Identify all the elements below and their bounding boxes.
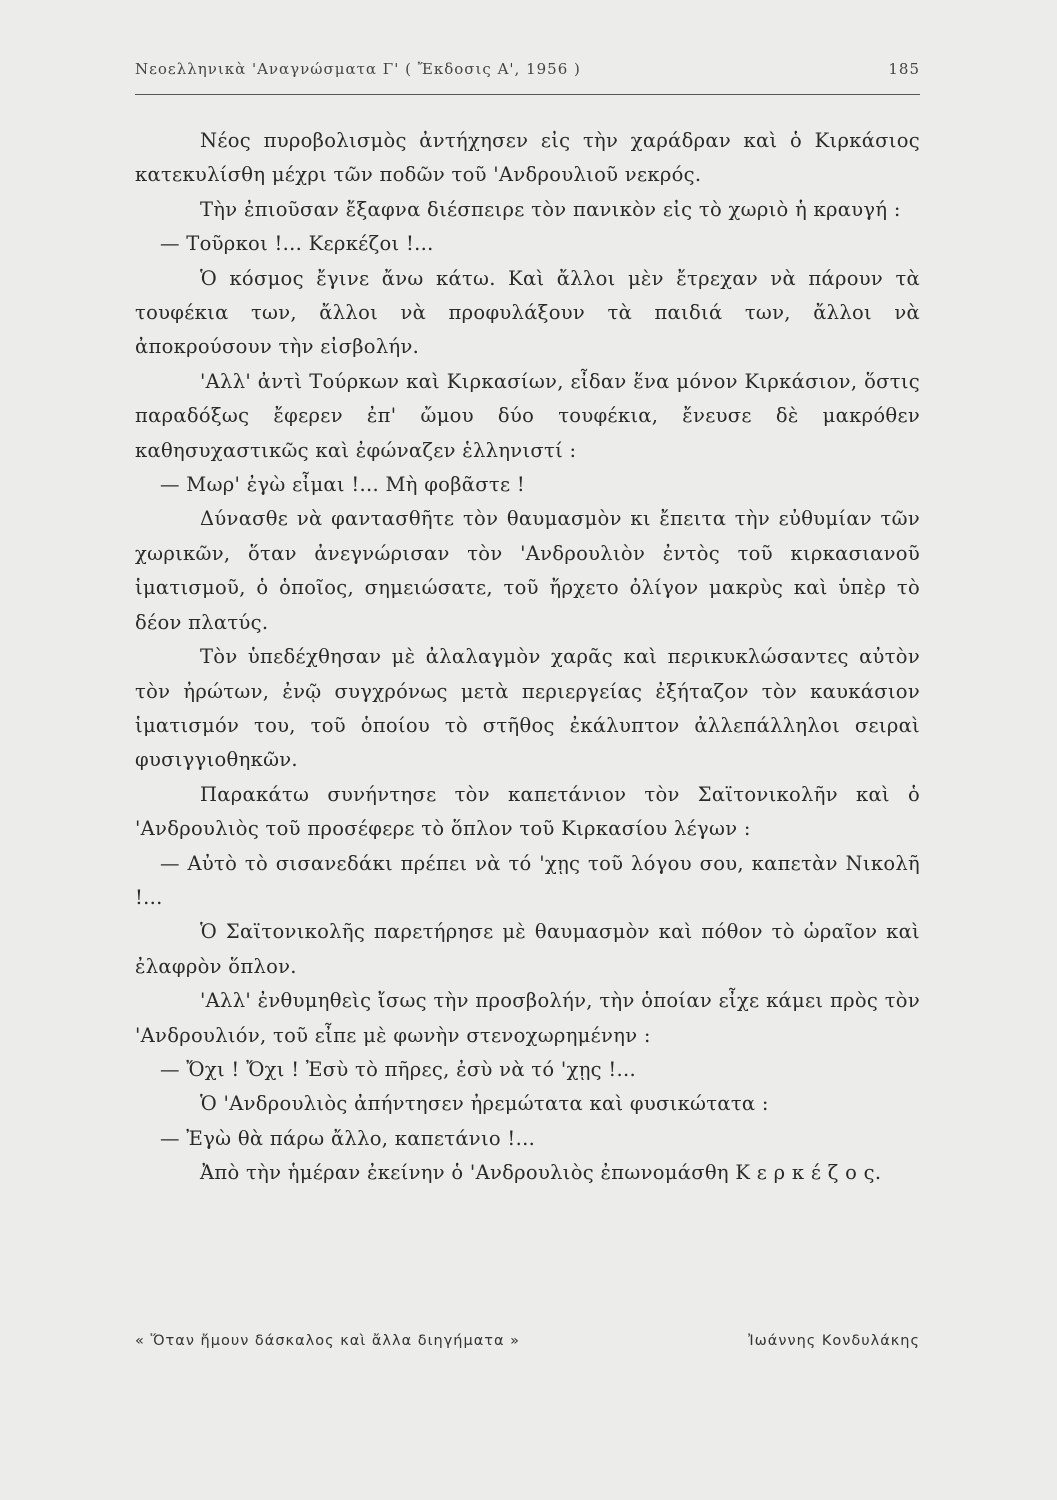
paragraph: 'Αλλ' ἀντὶ Τούρκων καὶ Κιρκασίων, εἶδαν ἕνα μόνον Κιρκάσιον, ὅστις παραδόξως ἔφερεν ἐπ' ὤμου δύο τουφέκια, ἔνευσε δὲ μακρόθεν καθησυχαστικῶς καὶ ἐφώναζεν ἑλληνιστί : (135, 369, 920, 462)
paragraph: 'Αλλ' ἐνθυμηθεὶς ἴσως τὴν προσβολήν, τὴν ὁποίαν εἶχε κάμει πρὸς τὸν 'Ανδρουλιόν, τοῦ εἶπε μὲ φωνὴν στενοχωρημένην : (135, 989, 920, 1047)
paragraph: Τὴν ἐπιοῦσαν ἔξαφνα διέσπειρε τὸν πανικὸν εἰς τὸ χωριὸ ἡ κραυγή : (200, 197, 901, 221)
dialogue-line: — Μωρ' ἐγὼ εἶμαι !... Μὴ φοβᾶστε ! (160, 473, 525, 497)
source-title: « Ὅταν ἤμουν δάσκαλος καὶ ἄλλα διηγήματα » (135, 1333, 521, 1349)
dialogue-line: — Ἐγὼ θὰ πάρω ἄλλο, καπετάνιο !... (160, 1126, 536, 1150)
dialogue-line: — Αὐτὸ τὸ σισανεδάκι πρέπει νὰ τό 'χῃς τοῦ λόγου σου, καπετὰν Νικολῆ !... (135, 851, 920, 909)
paragraph: Ἀπὸ τὴν ἡμέραν ἐκείνην ὁ 'Ανδρουλιὸς ἐπωνομάσθη Κ ε ρ κ έ ζ ο ς. (200, 1161, 882, 1185)
body-text (135, 124, 920, 1191)
paragraph: Ὁ 'Ανδρουλιὸς ἀπήντησεν ἠρεμώτατα καὶ φυσικώτατα : (200, 1092, 769, 1116)
header-rule (135, 94, 920, 95)
paragraph: Ὁ κόσμος ἔγινε ἄνω κάτω. Καὶ ἄλλοι μὲν ἔτρεχαν νὰ πάρουν τὰ τουφέκια των, ἄλλοι νὰ προφυλάξουν τὰ παιδιά των, ἄλλοι νὰ ἀποκρούσουν τὴν εἰσβολήν. (135, 266, 920, 359)
page-number: 185 (888, 60, 920, 78)
paragraph: Ὁ Σαϊτονικολῆς παρετήρησε μὲ θαυμασμὸν καὶ πόθον τὸ ὡραῖον καὶ ἐλαφρὸν ὅπλον. (135, 920, 920, 978)
dialogue-line: — Τοῦρκοι !... Κερκέζοι !... (160, 232, 434, 256)
running-title: Νεοελληνικὰ 'Αναγνώσματα Γ' ( Ἔκδοσις Α', 1956 ) (135, 60, 581, 78)
dialogue-line: — Ὄχι ! Ὄχι ! Ἐσὺ τὸ πῆρες, ἐσὺ νὰ τό 'χῃς !... (160, 1057, 637, 1081)
author-name: Ἰωάννης Κονδυλάκης (748, 1333, 920, 1349)
running-header (135, 60, 920, 78)
paragraph: Δύνασθε νὰ φαντασθῆτε τὸν θαυμασμὸν κι ἔπειτα τὴν εὐθυμίαν τῶν χωρικῶν, ὅταν ἀνεγνώρισαν τὸν 'Ανδρουλιὸν ἐντὸς τοῦ κιρκασιανοῦ ἱματισμοῦ, ὁ ὁποῖος, σημειώσατε, τοῦ ἤρχετο ὀλίγον μακρὺς καὶ ὑπὲρ τὸ δέον πλατύς. (135, 507, 920, 634)
source-footer (135, 1333, 920, 1349)
paragraph: Νέος πυροβολισμὸς ἀντήχησεν εἰς τὴν χαράδραν καὶ ὁ Κιρκάσιος κατεκυλίσθη μέχρι τῶν ποδῶν τοῦ 'Ανδρουλιοῦ νεκρός. (135, 129, 920, 187)
paragraph: Παρακάτω συνήντησε τὸν καπετάνιον τὸν Σαϊτονικολῆν καὶ ὁ 'Ανδρουλιὸς τοῦ προσέφερε τὸ ὅπλον τοῦ Κιρκασίου λέγων : (135, 782, 920, 841)
paragraph: Τὸν ὑπεδέχθησαν μὲ ἀλαλαγμὸν χαρᾶς καὶ περικυκλώσαντες αὐτὸν τὸν ἠρώτων, ἐνῷ συγχρόνως μετὰ περιεργείας ἐξήταζον τὸν καυκάσιον ἱματισμόν του, τοῦ ὁποίου τὸ στῆθος ἐκάλυπτον ἀλλεπάλληλοι σειραὶ φυσιγγιοθηκῶν. (135, 645, 920, 772)
